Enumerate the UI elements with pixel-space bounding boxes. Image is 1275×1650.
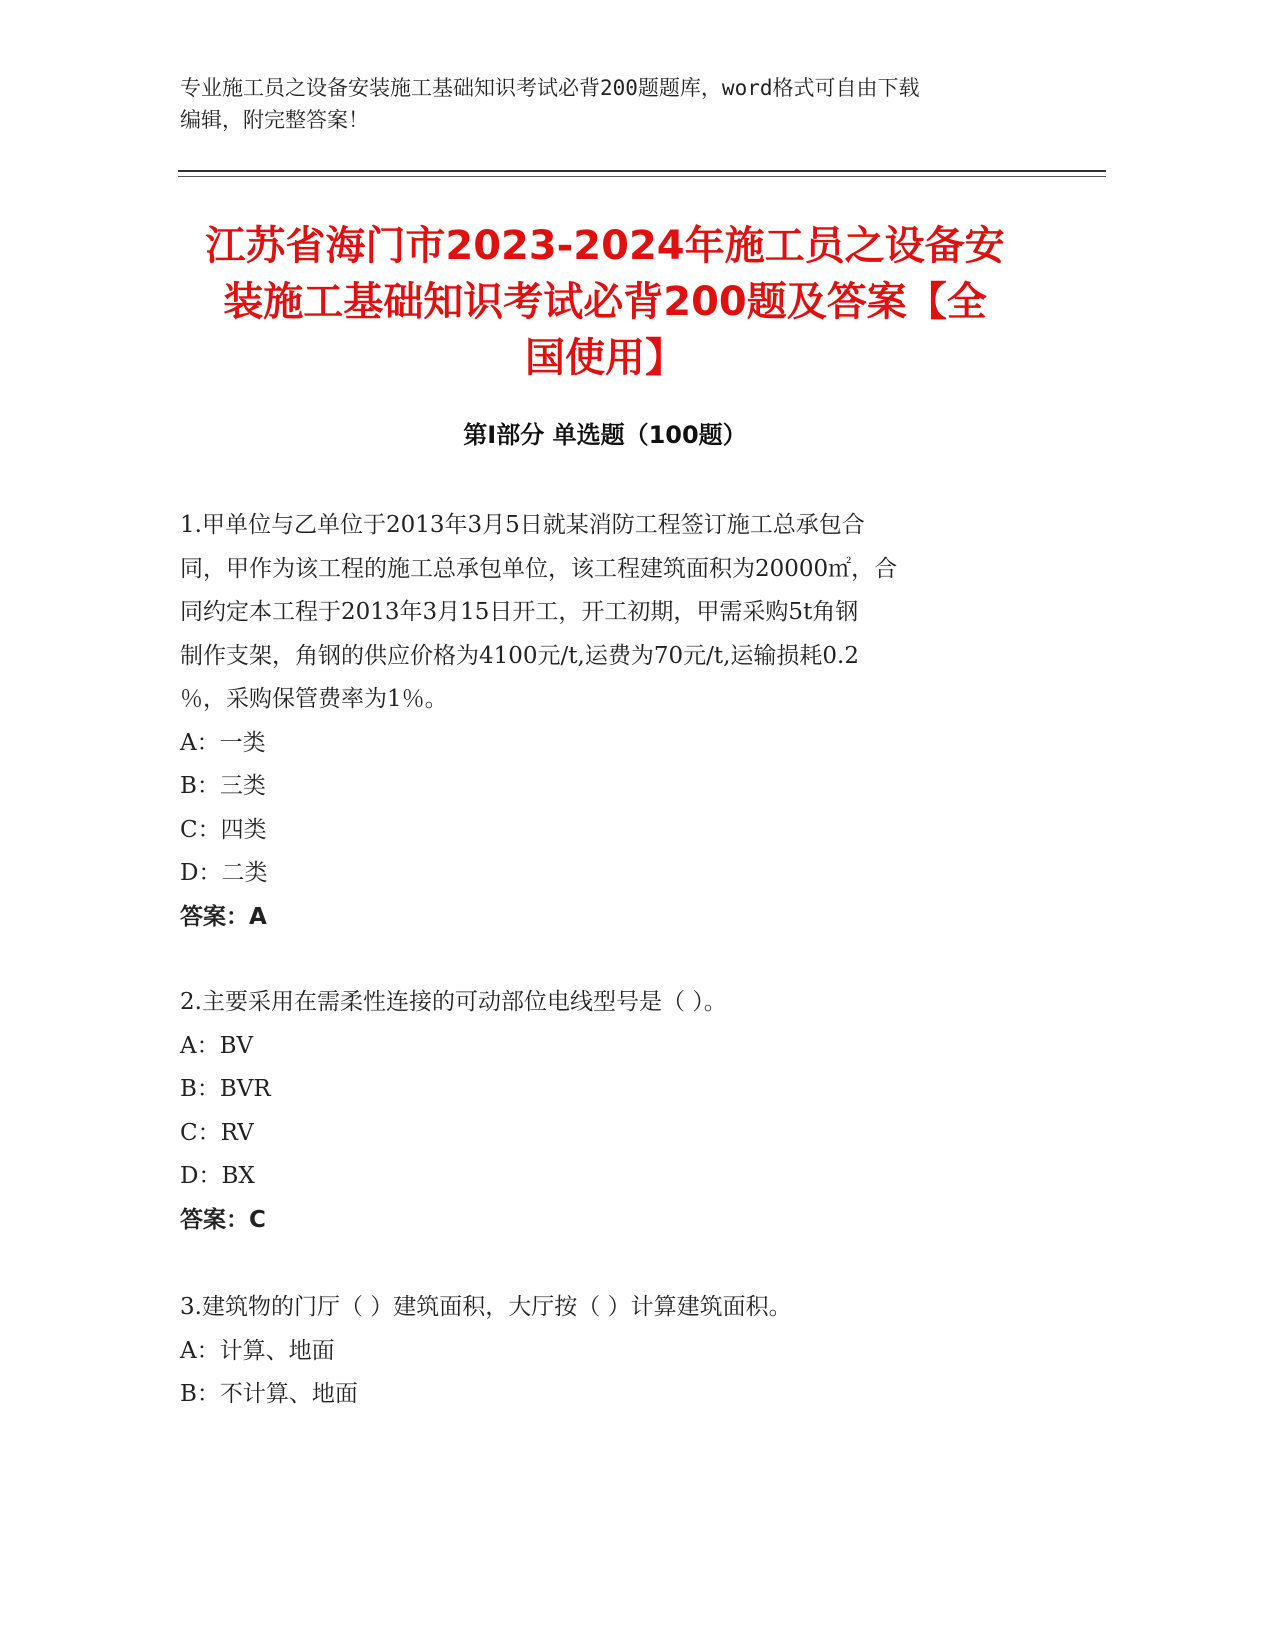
document-title xyxy=(180,218,1030,386)
question-stem-line: 2.主要采用在需柔性连接的可动部位电线型号是（ ）。 xyxy=(180,989,727,1015)
header-note xyxy=(180,72,1060,136)
answer-line: 答案：A xyxy=(180,903,267,930)
option-a: A：计算、地面 xyxy=(180,1337,335,1364)
option-c: C：四类 xyxy=(180,816,267,843)
option-b: B：不计算、地面 xyxy=(180,1381,358,1407)
title-line: 国使用】 xyxy=(525,335,685,381)
option-a: A：一类 xyxy=(180,729,266,756)
question-1 xyxy=(180,504,1060,939)
question-stem-line: 1.甲单位与乙单位于2013年3月5日就某消防工程签订施工总承包合 xyxy=(180,512,865,538)
option-b: B：三类 xyxy=(180,773,266,799)
title-line: 江苏省海门市2023-2024年施工员之设备安 xyxy=(205,223,1005,269)
section-heading: 第Ⅰ部分 单选题（100题） xyxy=(463,421,747,449)
option-b: B：BVR xyxy=(180,1076,271,1102)
question-stem-line: 制作支架，角钢的供应价格为4100元/t,运费为70元/t,运输损耗0.2 xyxy=(180,642,859,669)
header-divider-thin xyxy=(178,176,1106,177)
question-2 xyxy=(180,981,1060,1242)
header-divider-thick xyxy=(178,170,1106,172)
option-c: C：RV xyxy=(180,1119,254,1146)
option-a: A：BV xyxy=(180,1032,254,1059)
question-stem-line: ％，采购保管费率为1％。 xyxy=(180,686,448,712)
title-line: 装施工基础知识考试必背200题及答案【全 xyxy=(223,279,987,325)
question-stem-line: 同，甲作为该工程的施工总承包单位，该工程建筑面积为20000㎡，合 xyxy=(180,555,898,582)
option-d: D：二类 xyxy=(180,860,268,886)
option-d: D：BX xyxy=(180,1163,255,1189)
question-stem-line: 3.建筑物的门厅（ ）建筑面积，大厅按（ ）计算建筑面积。 xyxy=(180,1294,792,1320)
header-note-line: 编辑，附完整答案！ xyxy=(180,108,369,132)
question-3 xyxy=(180,1286,1060,1417)
header-note-line: 专业施工员之设备安装施工基础知识考试必背200题题库，word格式可自由下载 xyxy=(180,76,920,100)
answer-line: 答案：C xyxy=(180,1206,266,1233)
question-stem-line: 同约定本工程于2013年3月15日开工，开工初期，甲需采购5t角钢 xyxy=(180,599,859,625)
